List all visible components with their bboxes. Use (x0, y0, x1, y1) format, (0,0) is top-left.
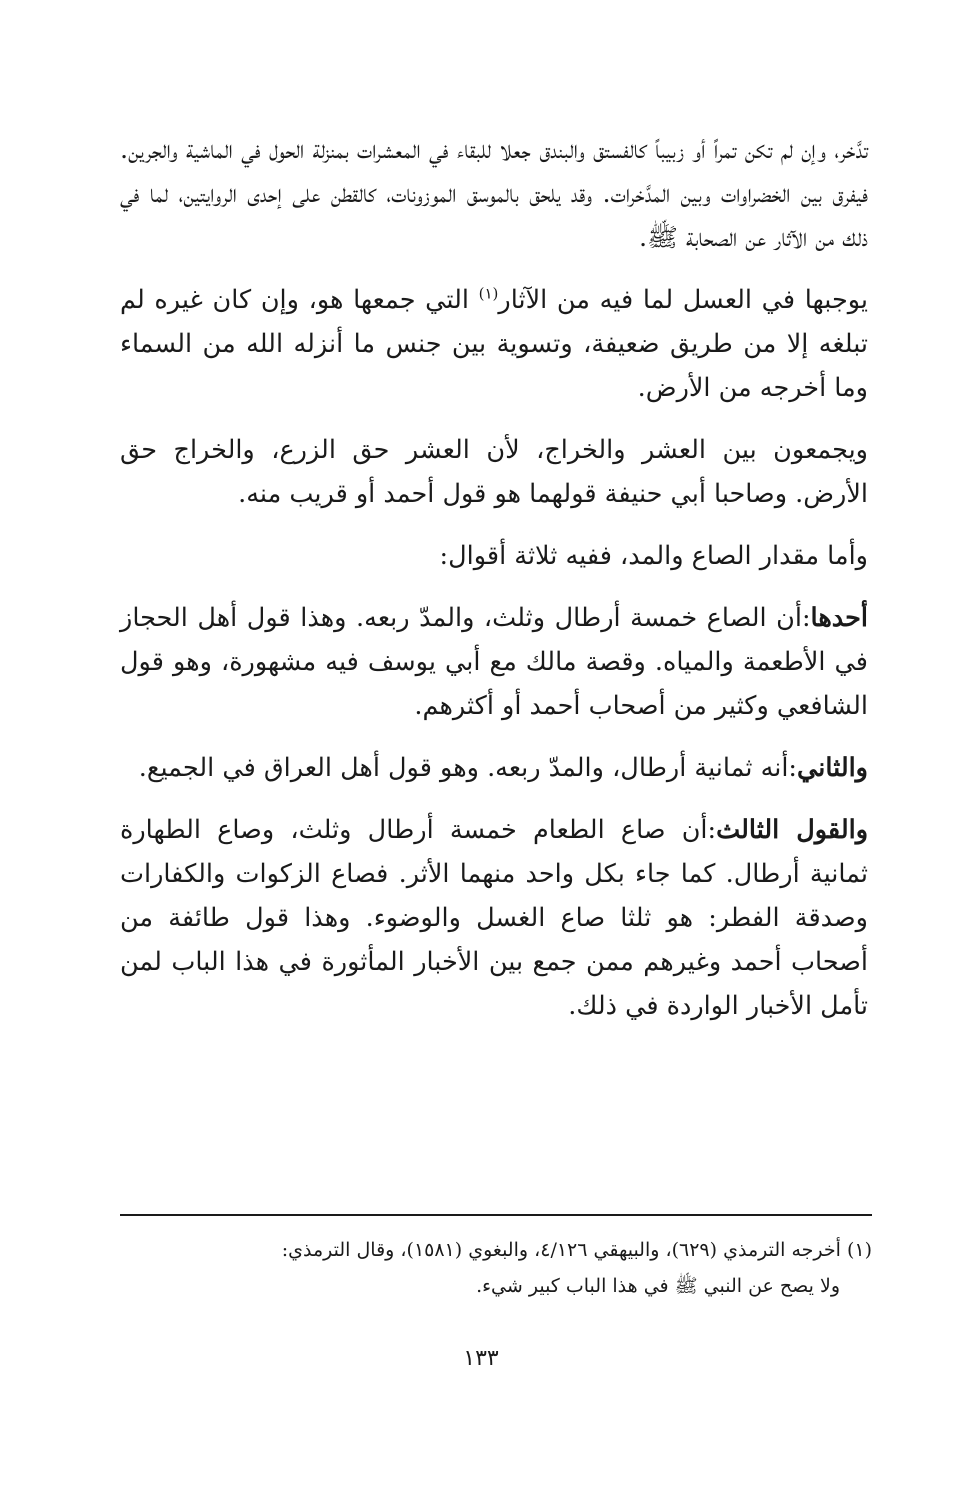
footnote-line-2: ولا يصح عن النبي ﷺ في هذا الباب كبير شيء. (476, 1275, 840, 1297)
footnote-1 (120, 1232, 872, 1304)
footnote-number: (١) (846, 1239, 872, 1261)
paragraph-2-text-before: يوجبها في العسل لما فيه من الآثار (498, 285, 869, 315)
paragraph-6 (120, 746, 868, 790)
footnote-line-1: أخرجه الترمذي (٦٢٩)، والبيهقي ٤/١٢٦، والبغوي (١٥٨١)، وقال الترمذي: (281, 1239, 841, 1261)
paragraph-7-lead: والقول الثالث (716, 815, 869, 845)
paragraph-5-lead: أحدها (810, 603, 868, 633)
footnotes (120, 1232, 872, 1304)
paragraph-1-text: تدَّخر، وإن لم تكن تمراً أو زبيباً كالفستق والبندق جعلا للبقاء في المعشرات بمنزلة الحول في الماشية والجرين. فيفرق بين الخضراوات وبين المدَّخرات. وقد يلحق بالموسق الموزونات، كالقطن على إحدى الروايتين، لما في ذلك من الآثار عن الصحابة ﷺ. (120, 135, 868, 253)
paragraph-3-text: ويجمعون بين العشر والخراج، لأن العشر حق الزرع، والخراج حق الأرض. وصاحبا أبي حنيفة قولهما هو قول أحمد أو قريب منه. (120, 435, 868, 509)
paragraph-2 (120, 278, 868, 410)
footnote-divider (120, 1214, 872, 1216)
paragraph-7-text: :أن صاع الطعام خمسة أرطال وثلث، وصاع الطهارة ثمانية أرطال. كما جاء بكل واحد منهما الأثر. فصاع الزكوات والكفارات وصدقة الفطر: هو ثلثا صاع الغسل والوضوء. وهذا قول طائفة من أصحاب أحمد وغيرهم ممن جمع بين الأخبار المأثورة في هذا الباب لمن تأمل الأخبار الواردة في ذلك. (120, 815, 869, 1021)
paragraph-4 (120, 534, 868, 578)
page-number: ١٣٣ (463, 1346, 499, 1371)
page-body (120, 128, 868, 1046)
paragraph-2-text-after: التي جمعها هو، وإن كان غيره لم تبلغه إلا من طريق ضعيفة، وتسوية بين جنس ما أنزله الله من السماء وما أخرجه من الأرض. (120, 285, 868, 403)
paragraph-5 (120, 596, 868, 728)
paragraph-3 (120, 428, 868, 516)
paragraph-7 (120, 808, 868, 1028)
footnote-reference[interactable]: (١) (478, 284, 499, 303)
paragraph-1 (120, 128, 868, 260)
paragraph-6-lead: والثاني (797, 753, 868, 783)
paragraph-4-text: وأما مقدار الصاع والمد، ففيه ثلاثة أقوال: (439, 541, 868, 571)
paragraph-5-text: :أن الصاع خمسة أرطال وثلث، والمدّ ربعه. وهذا قول أهل الحجاز في الأطعمة والمياه. وقصة مالك مع أبي يوسف فيه مشهورة، وهو قول الشافعي وكثير من أصحاب أحمد أو أكثرهم. (120, 603, 868, 721)
paragraph-6-text: :أنه ثمانية أرطال، والمدّ ربعه. وهو قول أهل العراق في الجميع. (138, 753, 798, 783)
